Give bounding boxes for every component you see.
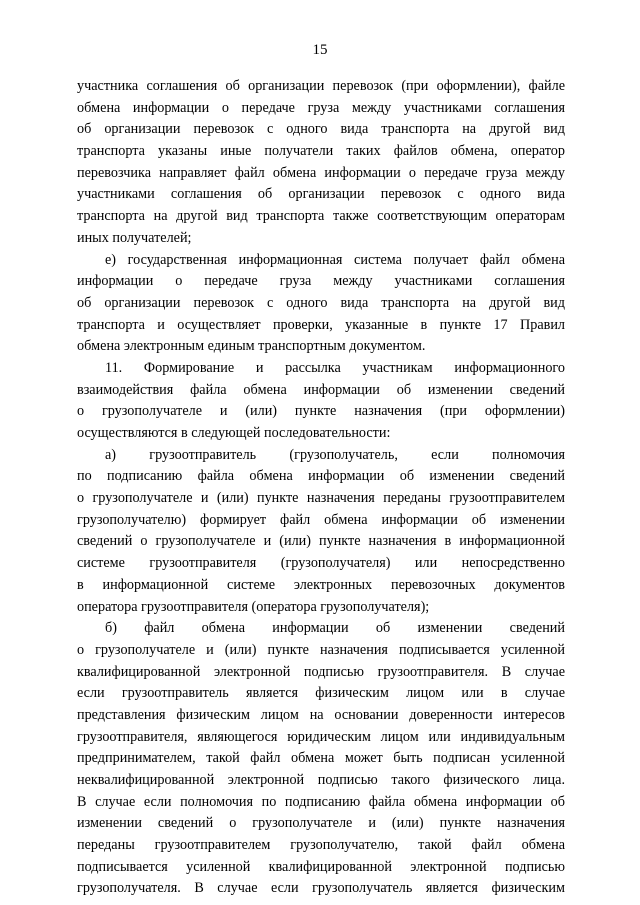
text-line: о грузополучателе и (или) пункте назначения подписывается усиленной <box>77 641 565 658</box>
text-line: грузополучателя. В случае если грузополучатель является физическим <box>77 880 565 897</box>
text-line: иных получателей; <box>77 229 192 246</box>
text-line: по подписанию файла обмена информации об изменении сведений <box>77 468 565 485</box>
text-line: е) государственная информационная система получает файл обмена <box>105 251 565 268</box>
text-line: транспорта указаны иные получатели таких файлов обмена, оператор <box>77 143 565 160</box>
text-line: обмена электронным единым транспортным документом. <box>77 338 426 355</box>
text-line: квалифицированной электронной подписью грузоотправителя. В случае <box>77 663 565 680</box>
text-line: обмена информации о передаче груза между участниками соглашения <box>77 99 565 116</box>
text-line: если грузоотправитель является физическим лицом или в случае <box>77 685 565 702</box>
text-line: осуществляются в следующей последовательности: <box>77 425 391 441</box>
text-line: изменении сведений о грузополучателе и (или) пункте назначения <box>77 815 565 832</box>
text-line: В случае если полномочия по подписанию файла обмена информации об <box>77 793 565 810</box>
text-line: переданы грузоотправителем грузополучателю, такой файл обмена <box>77 837 565 854</box>
body-text <box>77 76 565 900</box>
text-line: в информационной системе электронных перевозочных документов <box>77 576 565 593</box>
text-line: предпринимателем, такой файл обмена может быть подписан усиленной <box>77 750 565 767</box>
text-line: о грузополучателе и (или) пункте назначения (при оформлении) <box>77 403 565 420</box>
text-line: перевозчика направляет файл обмена информации о передаче груза между <box>77 164 565 181</box>
text-line: об организации перевозок с одного вида транспорта на другой вид <box>77 121 565 138</box>
text-line: участниками соглашения об организации перевозок с одного вида <box>77 186 565 203</box>
text-line: представления физическим лицом на основании доверенности интересов <box>77 706 565 723</box>
text-line: оператора грузоотправителя (оператора грузополучателя); <box>77 598 430 615</box>
text-line: неквалифицированной электронной подписью такого физического лица. <box>77 772 565 788</box>
text-line: участника соглашения об организации перевозок (при оформлении), файле <box>77 78 565 94</box>
text-line: грузоотправителя, являющегося юридическим лицом или индивидуальным <box>77 728 565 745</box>
text-line: подписывается усиленной квалифицированной электронной подписью <box>77 858 565 875</box>
text-line: об организации перевозок с одного вида транспорта на другой вид <box>77 294 565 311</box>
text-line: о грузополучателе и (или) пункте назначения переданы грузоотправителем <box>77 490 565 507</box>
text-line: 11. Формирование и рассылка участникам информационного <box>105 359 565 376</box>
text-line: транспорта и осуществляет проверки, указанные в пункте 17 Правил <box>77 316 565 333</box>
text-line: б) файл обмена информации об изменении сведений <box>105 620 565 637</box>
page-number: 15 <box>312 42 328 58</box>
text-line: сведений о грузополучателе и (или) пункте назначения в информационной <box>77 533 565 550</box>
text-line: транспорта на другой вид транспорта также соответствующим операторам <box>77 208 565 225</box>
text-line: взаимодействия файла обмена информации об изменении сведений <box>77 381 565 398</box>
text-line: грузополучателю) формирует файл обмена информации об изменении <box>77 511 565 528</box>
text-line: системе грузоотправителя (грузополучателя) или непосредственно <box>77 555 565 572</box>
text-line: а) грузоотправитель (грузополучатель, если полномочия <box>105 446 565 463</box>
text-line: информации о передаче груза между участниками соглашения <box>77 273 565 290</box>
